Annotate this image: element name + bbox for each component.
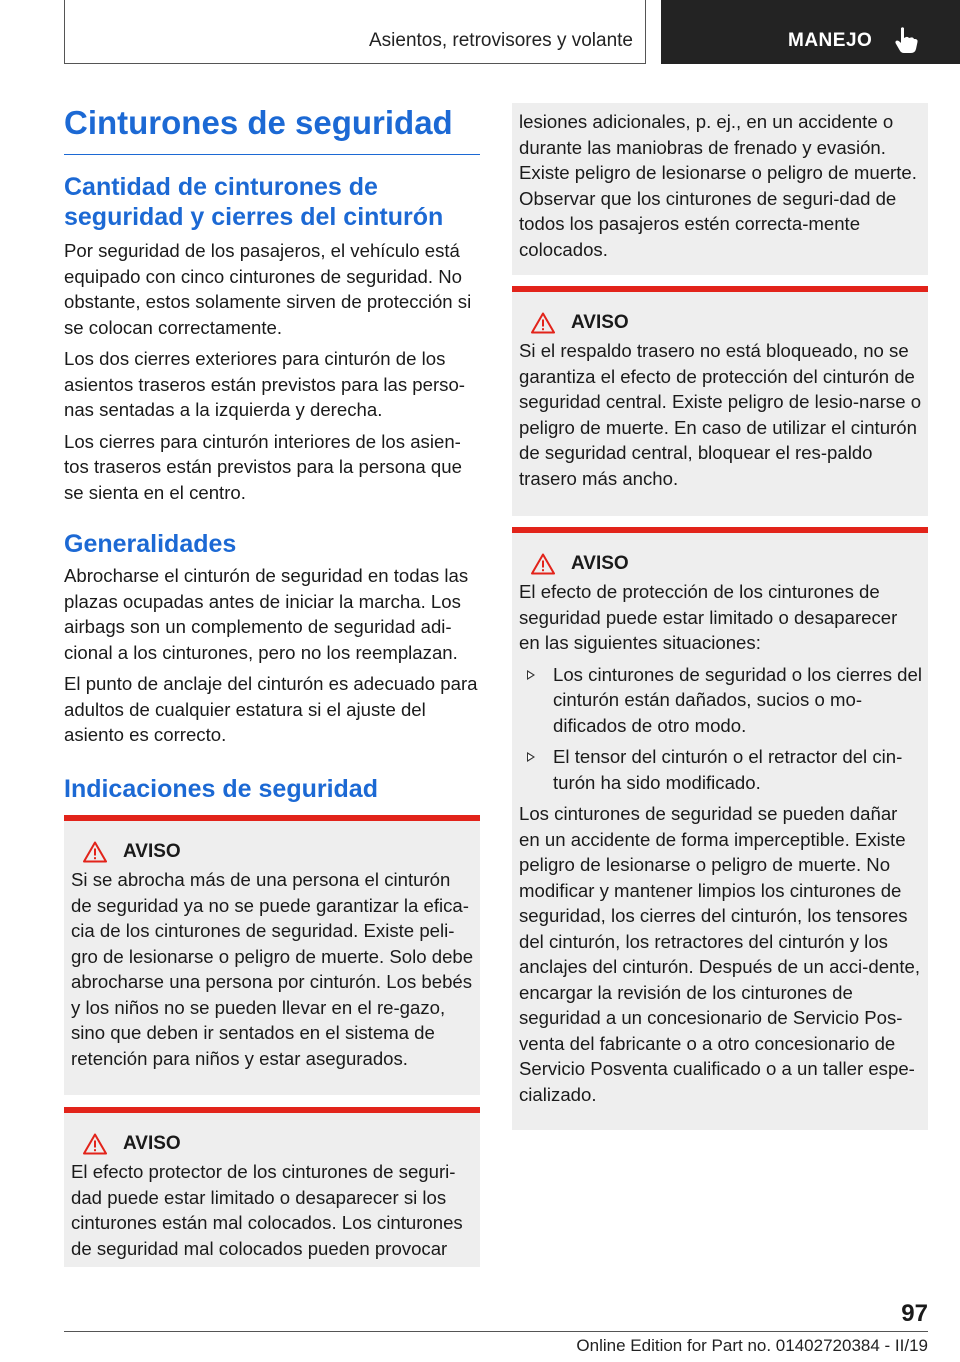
list-item-text: Los cinturones de seguridad o los cierres del cinturón están dañados, sucios o mo‐dificados de otro modo. (553, 663, 922, 736)
paragraph: Los cierres para cinturón interiores de los asien‐tos traseros están previstos para la persona que se sienta en el centro. (64, 430, 462, 503)
warning-header (519, 551, 922, 577)
paragraph: Abrocharse el cinturón de seguridad en todas las plazas ocupadas antes de iniciar la marcha. Los airbags son un complemento de seguridad adi‐cional a los cinturones, pero no los reemplazan. (64, 565, 469, 663)
section-heading: Generalidades (64, 530, 237, 558)
footer-divider (64, 1331, 928, 1332)
warning-list (519, 662, 922, 796)
section-title: Asientos, retrovisores y volante (368, 30, 633, 51)
warning-label: AVISO (571, 312, 629, 333)
warning-box (64, 815, 480, 1095)
paragraph: Por seguridad de los pasajeros, el vehículo está equipado con cinco cinturones de seguridad. No obstante, estos solamente sirven de protección si se colocan correctamente. (64, 240, 472, 338)
warning-label: AVISO (123, 841, 181, 862)
chapter-tab[interactable] (661, 0, 960, 64)
warning-text: lesiones adicionales, p. ej., en un accidente o durante las maniobras de frenado y evasión. Existe peligro de lesionarse o peligro de muerte. Observar que los cinturones de seguri‐dad de todos los pasajeros estén correcta‐mente colocados. (519, 111, 917, 260)
section-safety (64, 774, 480, 804)
header-section-box (64, 0, 646, 64)
warning-triangle-icon (83, 1133, 107, 1155)
list-item (519, 662, 922, 739)
section-heading: Cantidad de cinturones de seguridad y cierres del cinturón (64, 173, 444, 231)
warning-label: AVISO (123, 1133, 181, 1154)
chapter-tab-label: MANEJO (788, 30, 873, 51)
warning-text: El efecto de protección de los cinturones de seguridad puede estar limitado o desaparecer en las siguientes situaciones: (519, 581, 898, 653)
warning-triangle-icon (531, 312, 555, 334)
warning-text: Si se abrocha más de una persona el cinturón de seguridad ya no se puede garantizar la efica‐cia de los cinturones de seguridad. Existe peli‐gro de lesionarse o peligro de muerte. Solo debe abrocharse una persona por cinturón. Los bebés y los niños no se pueden llevar en el re‐gazo, sino que deben ir sentados en el sistema de retención para niños y estar asegurados. (71, 869, 474, 1069)
section-seatbelt-count (64, 172, 480, 505)
paragraph: El punto de anclaje del cinturón es adecuado para adultos de cualquier estatura si el ajuste del asiento es correcto. (64, 673, 478, 745)
list-item (519, 744, 922, 795)
warning-text: El efecto protector de los cinturones de seguri‐dad puede estar limitado o desaparecer si los cinturones están mal colocados. Los cinturones de seguridad mal colocados pueden provocar (71, 1161, 463, 1259)
triangle-bullet-icon (527, 670, 535, 680)
list-item-text: El tensor del cinturón o el retractor del cin‐turón ha sido modificado. (553, 746, 903, 793)
edition-note: Online Edition for Part no. 01402720384 - II/19 (576, 1336, 928, 1355)
warning-header (71, 1131, 474, 1157)
warning-header (519, 310, 922, 336)
warning-box (64, 1107, 480, 1267)
warning-box (512, 527, 928, 1130)
warning-text: Si el respaldo trasero no está bloqueado, no se garantiza el efecto de protección del cinturón de seguridad central. Existe peligro de lesio‐narse o peligro de muerte. En caso de utilizar el cinturón de seguridad central, bloquear el res‐paldo trasero más ancho. (519, 340, 922, 489)
hand-pointer-icon (893, 26, 919, 54)
warning-header (71, 839, 474, 865)
triangle-bullet-icon (527, 752, 535, 762)
warning-triangle-icon (83, 841, 107, 863)
warning-text: Los cinturones de seguridad se pueden dañar en un accidente de forma imperceptible. Existe peligro de lesionarse o peligro de muerte. No modificar y mantener limpios los cinturones de seguridad, los cierres del cinturón, los tensores del cinturón, los retractores del cinturón y los anclajes del cinturón. Después de un acci‐dente, encargar la revisión de los cinturones de seguridad a un concesionario de Servicio Pos‐venta del fabricante o a otro concesionario de Servicio Posventa cualificado o a un taller espe‐cializado. (519, 803, 921, 1105)
paragraph: Los dos cierres exteriores para cinturón de los asientos traseros están previstos para las perso‐nas sentadas a la izquierda y derecha. (64, 348, 465, 420)
warning-box (512, 286, 928, 516)
page-title: Cinturones de seguridad (64, 104, 480, 155)
warning-label: AVISO (571, 553, 629, 574)
page-number: 97 (901, 1300, 928, 1327)
section-general (64, 529, 480, 748)
warning-triangle-icon (531, 553, 555, 575)
warning-continuation (512, 103, 928, 275)
section-heading: Indicaciones de seguridad (64, 775, 378, 803)
